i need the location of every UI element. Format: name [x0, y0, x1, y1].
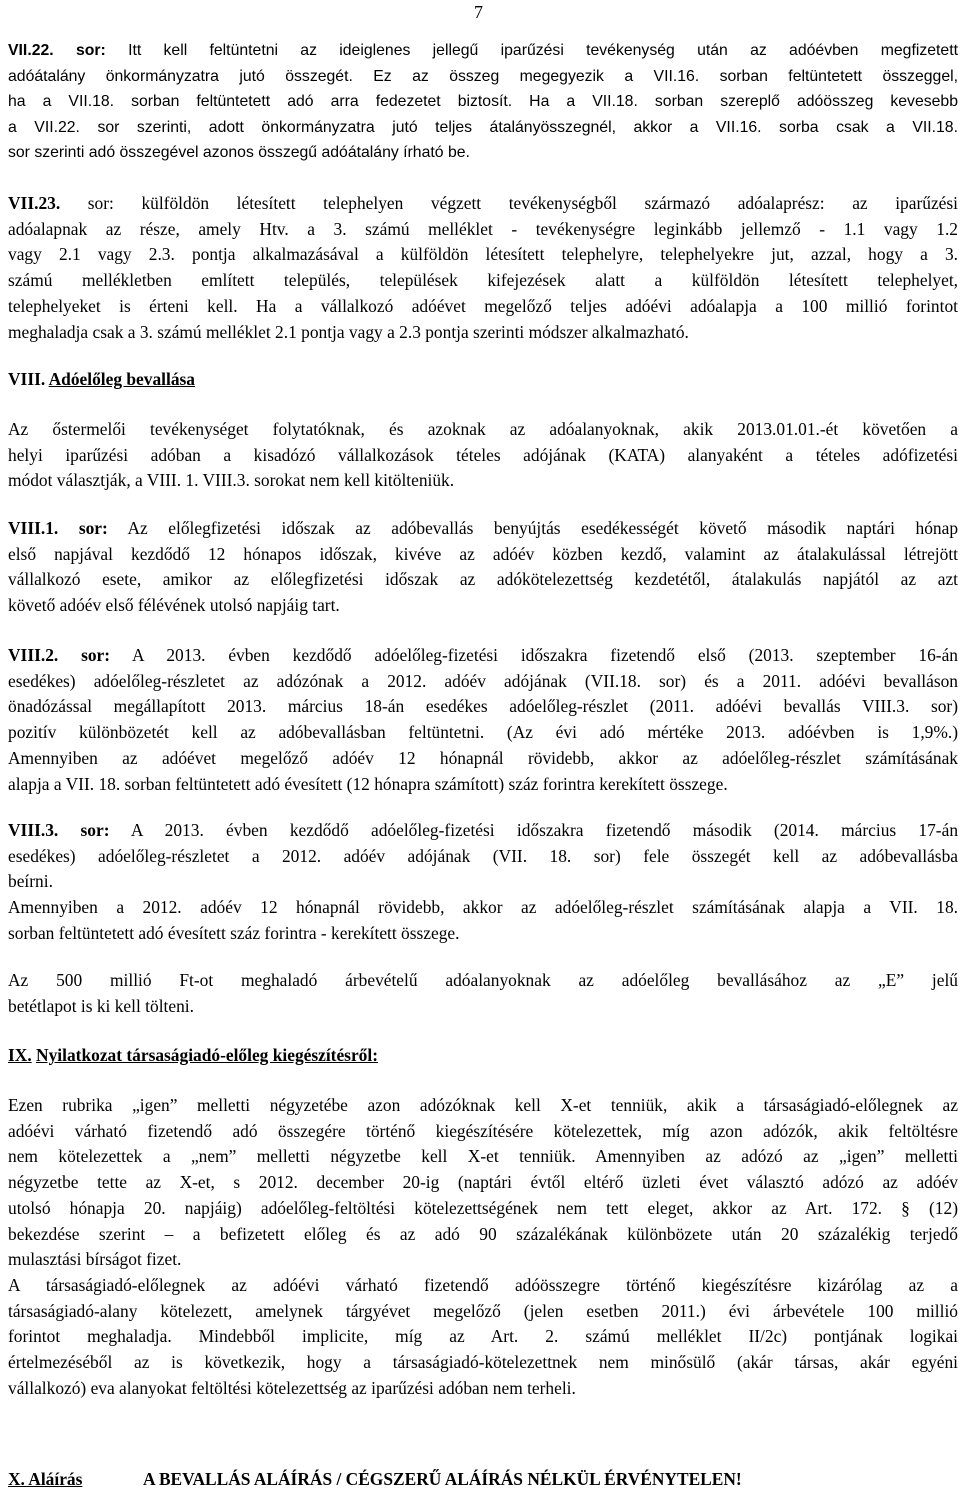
text-line: VII.23. sor: külföldön létesített telephelyen végzett tevékenységből származó adóalaprész: az iparűzési	[8, 193, 958, 213]
section-heading-ix: IX. Nyilatkozat társaságiadó-előleg kiegészítésről:	[8, 1045, 378, 1065]
text-line: Az őstermelői tevékenységet folytatóknak, és azoknak az adóalanyoknak, akik 2013.01.01.-ét követően a	[8, 419, 958, 439]
text-line: számú mellékletben említett település, települések kifejezések alatt a külföldön létesített telephelyet,	[8, 270, 958, 291]
section-heading-viii: VIII. Adóelőleg bevallása	[8, 369, 195, 389]
page-number: 7	[474, 2, 483, 22]
signature-row	[8, 1467, 742, 1493]
section-viii-intro	[8, 417, 958, 494]
text-line: VIII.2. sor: A 2013. évben kezdődő adóelőleg-fizetési időszakra fizetendő első (2013. szeptember 16-án	[8, 645, 958, 665]
text-line: Amennyiben az adóévet megelőző adóév 12 hónapnál rövidebb, akkor az adóelőleg-részlet számításának	[8, 747, 958, 768]
text-line: esedékes) adóelőleg-részletet a 2012. adóév adójának (VII. 18. sor) fele összegét kell az adóbevallásba	[8, 845, 958, 866]
heading-title: Nyilatkozat társaságiadó-előleg kiegészítésről:	[36, 1045, 378, 1065]
text-line: beírni.	[8, 871, 53, 892]
text-line: nem kötelezettek a „nem” melletti négyzetbe kell X-et tenniük. Amennyiben az adózó az „igen” melletti	[8, 1146, 958, 1167]
row-label-vii22: VII.22. sor:	[8, 42, 106, 59]
heading-title: Adóelőleg bevallása	[48, 369, 195, 389]
text-line: vállalkozó) eva alanyokat feltöltési kötelezettség az iparűzési adóban nem terheli.	[8, 1377, 576, 1398]
section-viii1	[8, 516, 958, 619]
text-line: értelmezéséből az is következik, hogy a társaságiadó-kötelezettnek nem minősülő (akár társas, akár egyéni	[8, 1352, 958, 1373]
text-line: első napjával kezdődő 12 hónapos időszak, kivéve az adóév közben kezdő, valamint az átalakulással létrejött	[8, 543, 958, 564]
row-label-viii1: VIII.1. sor:	[8, 518, 108, 538]
text-line: követő adóév első félévének utolsó napjáig tart.	[8, 595, 340, 616]
text-line: A társaságiadó-előlegnek az adóévi várható fizetendő adóösszegre történő kiegészítésre kizárólag az a	[8, 1275, 958, 1295]
text-line: alapja a VII. 18. sorban feltüntetett adó évesített (12 hónapra számított) száz forintra kerekített összege.	[8, 773, 728, 794]
text-line: Amennyiben a 2012. adóév 12 hónapnál rövidebb, akkor az adóelőleg-részlet számításának alapja a VII. 18.	[8, 897, 958, 918]
text-line: önadózással megállapított 2013. március 18-án esedékes adóelőleg-részlet (2011. adóévi bevallás VIII.3. sor)	[8, 696, 958, 717]
section-ix-para1	[8, 1093, 958, 1273]
text-line: VII.22. sor: Itt kell feltüntetni az ideiglenes jellegű iparűzési tevékenység után az adóévben megfizetett	[8, 42, 958, 59]
section-viii2	[8, 643, 958, 797]
section-viii3	[8, 818, 958, 947]
text-line: adóévi várható fizetendő adó összegére történő kiegészítésére kötelezettek, míg azon adózók, akik feltöltésre	[8, 1120, 958, 1141]
text-line: a VII.22. sor szerinti, adott önkormányzatra jutó teljes átalányösszegnél, akkor a VII.16. sorba csak a VII.18.	[8, 118, 958, 136]
text-line: sor szerinti adó összegével azonos összegű adóátalány írható be.	[8, 144, 470, 162]
text-line: sorban feltüntetett adó évesített száz forintra - kerekített összege.	[8, 922, 460, 943]
text-line: Ezen rubrika „igen” melletti négyzetébe azon adózóknak kell X-et tenniük, akik a társaságiadó-előlegnek az	[8, 1095, 958, 1115]
text-line: meghaladja csak a 3. számú melléklet 2.1 pontja vagy a 2.3 pontja szerinti módszer alkalmazható.	[8, 321, 689, 342]
text-line: bekezdése szerint – a befizetett előleg és az adó 90 százalékának különbözete után 20 százalékig terjedő	[8, 1223, 958, 1244]
section-ix-para2	[8, 1273, 958, 1402]
text-line: forintot meghaladja. Mindebből implicite, míg az Art. 2. számú melléklet II/2c) pontjának logikai	[8, 1326, 958, 1347]
text-line: négyzetbe tette az X-et, s 2012. december 20-ig (naptári évtől eltérő üzleti évet választó adózó az adóév	[8, 1172, 958, 1193]
text-line: telephelyeket is érteni kell. Ha a vállalkozó adóévet megelőző teljes adóévi adóalapja a 100 millió forintot	[8, 295, 958, 316]
text-line: módot választják, a VIII. 1. VIII.3. sorokat nem kell kitölteniük.	[8, 470, 455, 491]
text-line: vagy 2.1 vagy 2.3. pontja alkalmazásával a külföldön létesített telephelyre, telephelyekre jut, azzal, hogy a 3.	[8, 244, 958, 265]
text-line: VIII.1. sor: Az előlegfizetési időszak az adóbevallás benyújtás esedékességét követő második naptári hónap	[8, 518, 958, 538]
section-vii22	[8, 38, 958, 166]
text-line: VIII.3. sor: A 2013. évben kezdődő adóelőleg-fizetési időszakra fizetendő második (2014. március 17-án	[8, 820, 958, 840]
text-line: vállalkozó esete, amikor az előlegfizetési időszak az adókötelezettség kezdetétől, átalakulás napjától az azt	[8, 569, 958, 590]
text-line: Az 500 millió Ft-ot meghaladó árbevételű adóalanyoknak az adóelőleg bevallásához az „E” jelű	[8, 970, 958, 990]
text-line: helyi iparűzési adóban a kisadózó vállalkozások tételes adójának (KATA) alanyaként a tételes adófizetési	[8, 444, 958, 465]
text-line: esedékes) adóelőleg-részletet az adózónak a 2012. adóév adójának (VII.18. sor) és a 2011. adóévi bevalláson	[8, 670, 958, 691]
text-line: ha a VII.18. sorban feltüntetett adó arra fedezetet biztosít. Ha a VII.18. sorban szereplő adóösszeg kevesebb	[8, 93, 958, 111]
text-line: adóalapnak az része, amely Htv. a 3. számú melléklet - tevékenységre leginkább jellemző - 1.1 vagy 1.2	[8, 218, 958, 239]
text-line: társaságiadó-alany kötelezett, amelynek tárgyévet megelőző (jelen esetben 2011.) évi árbevétele 100 millió	[8, 1300, 958, 1321]
section-vii23	[8, 191, 958, 345]
text-line: utolsó hónapja 20. napjáig) adóelőleg-feltöltési kötelezettségének nem tett eleget, akkor az Art. 172. § (12)	[8, 1197, 958, 1218]
row-label-viii2: VIII.2. sor:	[8, 645, 111, 665]
text-line: pozitív különbözetét kell az adóbevallásban feltüntetni. (Az évi adó mértéke 2013. adóévben is 1,9%.)	[8, 722, 958, 743]
row-label-viii3: VIII.3. sor:	[8, 820, 110, 840]
signature-warning: A BEVALLÁS ALÁÍRÁS / CÉGSZERŰ ALÁÍRÁS NÉLKÜL ÉRVÉNYTELEN!	[143, 1469, 742, 1489]
text-line: adóátalány önkormányzatra jutó összegét. Ez az összeg megegyezik a VII.16. sorban feltüntetett összeggel,	[8, 67, 958, 85]
e-betetlap-note	[8, 968, 958, 1019]
signature-label: X. Aláírás	[8, 1469, 83, 1489]
text-line: mulasztási bírságot fizet.	[8, 1249, 182, 1270]
text-line: betétlapot is ki kell tölteni.	[8, 995, 194, 1016]
row-label-vii23: VII.23.	[8, 193, 61, 213]
